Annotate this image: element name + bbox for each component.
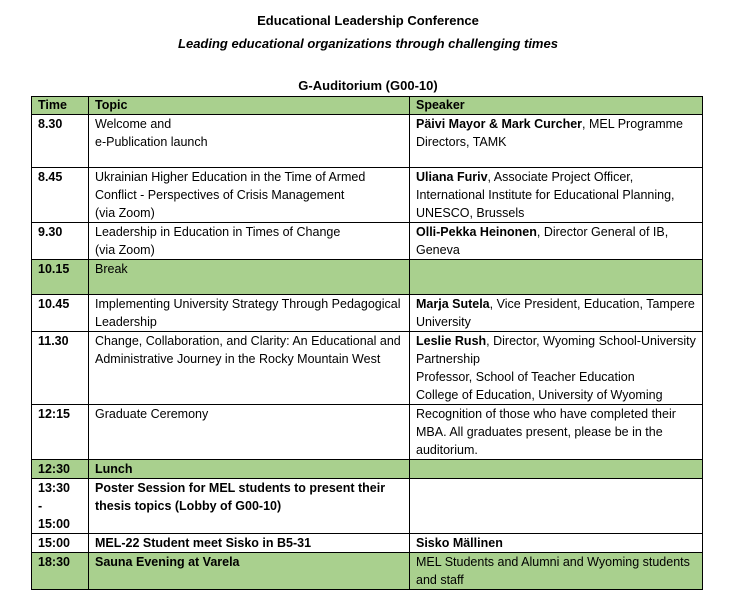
speaker-name: Uliana Furiv [416, 170, 488, 184]
speaker-name: Olli-Pekka Heinonen [416, 225, 537, 239]
speaker-cell [410, 115, 703, 168]
column-header-time: Time [32, 97, 89, 115]
column-header-speaker: Speaker [410, 97, 703, 115]
speaker-details: , Director, Wyoming School-University Partnership Professor, School of Teacher Education College of Education, University of Wyoming [416, 334, 696, 402]
column-header-topic: Topic [89, 97, 410, 115]
time-cell: 11.30 [32, 332, 89, 405]
speaker-details: , Director General of IB, Geneva [416, 225, 669, 257]
speaker-details: , Associate Project Officer, International Institute for Educational Planning, UNESCO, Brussels [416, 170, 675, 220]
schedule-table [31, 96, 703, 590]
topic-cell: MEL-22 Student meet Sisko in B5-31 [89, 534, 410, 553]
conference-title: Educational Leadership Conference [257, 13, 479, 28]
topic-cell: Lunch [89, 460, 410, 479]
topic-cell: Leadership in Education in Times of Change (via Zoom) [89, 223, 410, 260]
speaker-details: MEL Students and Alumni and Wyoming students and staff [416, 555, 690, 587]
table-row [32, 260, 703, 295]
speaker-cell [410, 168, 703, 223]
speaker-cell [410, 479, 703, 534]
speaker-cell [410, 295, 703, 332]
speaker-name: Marja Sutela [416, 297, 490, 311]
time-cell: 13:30 - 15:00 [32, 479, 89, 534]
time-cell: 8.30 [32, 115, 89, 168]
conference-subtitle: Leading educational organizations through challenging times [178, 36, 558, 51]
topic-cell: Graduate Ceremony [89, 405, 410, 460]
table-row [32, 405, 703, 460]
time-cell: 10.45 [32, 295, 89, 332]
table-row [32, 295, 703, 332]
speaker-details: , MEL Programme Directors, TAMK [416, 117, 683, 149]
speaker-name: Leslie Rush [416, 334, 487, 348]
table-row [32, 168, 703, 223]
table-row [32, 332, 703, 405]
table-header-row [32, 97, 703, 115]
speaker-cell [410, 534, 703, 553]
speaker-cell [410, 332, 703, 405]
table-row [32, 479, 703, 534]
topic-cell: Poster Session for MEL students to present their thesis topics (Lobby of G00-10) [89, 479, 410, 534]
table-row [32, 534, 703, 553]
schedule-body [32, 115, 703, 590]
time-cell: 18:30 [32, 553, 89, 590]
speaker-name: Sisko Mällinen [416, 536, 503, 550]
speaker-cell [410, 553, 703, 590]
speaker-details: , Vice President, Education, Tampere University [416, 297, 695, 329]
speaker-cell [410, 223, 703, 260]
speaker-details: Recognition of those who have completed their MBA. All graduates present, please be in the auditorium. [416, 407, 676, 457]
topic-cell: Ukrainian Higher Education in the Time of Armed Conflict - Perspectives of Crisis Management (via Zoom) [89, 168, 410, 223]
topic-cell: Sauna Evening at Varela [89, 553, 410, 590]
venue-heading: G-Auditorium (G00-10) [298, 78, 438, 93]
time-cell: 12:30 [32, 460, 89, 479]
topic-cell: Implementing University Strategy Through Pedagogical Leadership [89, 295, 410, 332]
time-cell: 8.45 [32, 168, 89, 223]
topic-cell: Welcome and e-Publication launch [89, 115, 410, 168]
speaker-cell [410, 405, 703, 460]
speaker-name: Päivi Mayor & Mark Curcher [416, 117, 583, 131]
speaker-cell [410, 260, 703, 295]
time-cell: 15:00 [32, 534, 89, 553]
speaker-cell [410, 460, 703, 479]
topic-cell: Change, Collaboration, and Clarity: An Educational and Administrative Journey in the Rocky Mountain West [89, 332, 410, 405]
table-row [32, 223, 703, 260]
table-row [32, 553, 703, 590]
table-row [32, 460, 703, 479]
time-cell: 12:15 [32, 405, 89, 460]
topic-cell: Break [89, 260, 410, 295]
time-cell: 9.30 [32, 223, 89, 260]
table-row [32, 115, 703, 168]
time-cell: 10.15 [32, 260, 89, 295]
